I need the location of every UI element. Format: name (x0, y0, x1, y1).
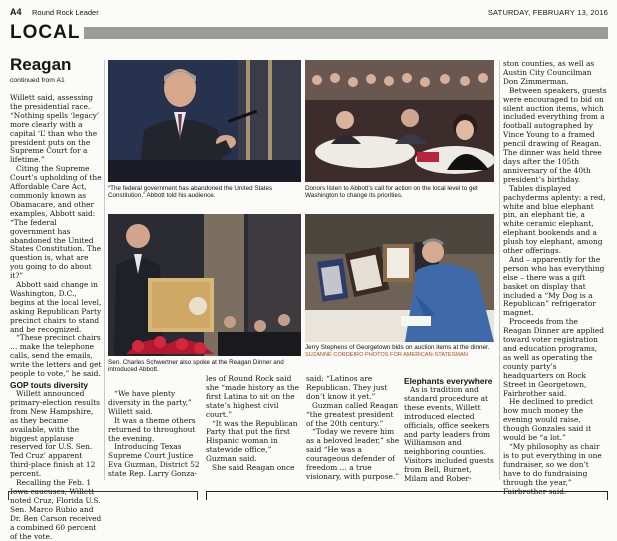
paragraph: Guzman called Reagan “the greatest president of the 20th century.” (306, 400, 399, 428)
paragraph: Abbott said change in Washington, D.C., begins at the local level, asking Republican Party precinct chairs to stand and be recognized. (10, 280, 102, 334)
photo-credit: SUZANNE CORDEIRO PHOTOS FOR AMERICAN-STATESMAN (305, 352, 468, 359)
paragraph: Introducing Texas Supreme Court Justice Eva Guzman, District 52 state Rep. Larry Gonza- (108, 442, 200, 479)
paragraph: Between speakers, guests were encouraged to bid on silent auction items, which included everything from a football autographed by Vince Young to a framed pencil drawing of Reagan. The dinner was held three days after the 105th anniversary of the 40th president’s birthday. (503, 85, 607, 184)
caption-photo-4 (305, 344, 497, 360)
article-headline: Reagan (10, 55, 72, 74)
paragraph: said: “Latinos are Republican. They just don’t know it yet.” (306, 374, 388, 401)
paragraph: “These precinct chairs … make the telephone calls, send the emails, write the letters and get people to vote,” he said. (10, 333, 102, 379)
bottom-ad-strip (8, 484, 608, 500)
paragraph: ston counties, as well as Austin City Councilman Don Zimmerman. (503, 59, 595, 86)
column-rule (499, 60, 500, 480)
photo-auction-bidding (305, 214, 494, 342)
caption-photo-1: “The federal government has abandoned the United States Constitution,” Abbott told his audience. (108, 185, 273, 200)
paragraph: Willett announced primary-election results from New Hampshire, as they became available, with the biggest applause reserved for U.S. Sen. Ted Cruz’ apparent third-place finish at 12 percent. (10, 389, 100, 479)
section-bar (10, 22, 608, 44)
paragraph: Willett said, assessing the presidential race. “Nothing spells ‘legacy’ more clearly with a capital ‘L’ than who the president puts on the Supreme Court for a lifetime.” (10, 93, 100, 165)
photo-abbott-graphic (108, 60, 301, 182)
paragraph: It was a theme others returned to throughout the evening. (108, 415, 196, 443)
text-column-1 (10, 94, 102, 541)
photo-schwertner-graphic (108, 214, 301, 356)
text-column-2 (108, 390, 200, 479)
paragraph: She said Reagan once (212, 463, 295, 473)
ad-box-left (8, 491, 198, 500)
photo-donors-graphic (305, 60, 494, 182)
paragraph: “We have plenty diversity in the party,” Willett said. (108, 389, 192, 416)
text-column-3 (206, 375, 300, 473)
paragraph: And – apparently for the person who has everything else – there was a gift basket on display that included a “My Dog is a Republican” refrigerator magnet. (503, 254, 605, 318)
ad-box-right (206, 491, 608, 500)
issue-date: SATURDAY, FEBRUARY 13, 2016 (487, 8, 608, 17)
caption-photo-2: Donors listen to Abbott’s call for action on the local level to get Washington to change its priorities. (305, 185, 478, 200)
subhead-diversity: GOP touts diversity (10, 380, 89, 390)
paper-name: Round Rock Leader (32, 8, 99, 17)
paragraph: les of Round Rock said she “made history as the first Latina to sit on the state’s highest civil court.” (206, 374, 299, 419)
photo-abbott-speaking (108, 60, 301, 182)
paragraph: “My philosophy as chair is to put everything in one fundraiser, so we don’t have to do fundraising through the year,” Fairbrother said. (503, 441, 602, 496)
continued-line: continued from A1 (10, 77, 65, 84)
section-band (84, 27, 608, 39)
page-header (10, 6, 608, 20)
column-rule (104, 60, 105, 480)
photo-donors-listening (305, 60, 494, 182)
text-column-5 (404, 375, 496, 484)
paragraph: “It was the Republican Party that put the first Hispanic woman in statewide office,” Guzman said. (206, 418, 298, 464)
paragraph: Proceeds from the Reagan Dinner are applied toward voter registration and education programs, as well as operating the county party’s headquarters on Rock Street in Georgetown, Fairbrother said. (503, 317, 605, 398)
caption-photo-4-text: Jerry Stephens of Georgetown bids on auction items at the dinner. (305, 344, 490, 351)
section-title: LOCAL (10, 22, 81, 43)
photo-schwertner-podium (108, 214, 301, 356)
paragraph: Tables displayed pachyderms aplenty: a red, white and blue elephant pin, an elephant tie, a white ceramic elephant, elephant bookends and a plush toy elephant, among other offerings. (503, 183, 606, 256)
paragraph: “Today we revere him as a beloved leader,” she said “He was a courageous defender of freedom … a true visionary, with purpose.” (306, 427, 400, 481)
paragraph: As is tradition and standard procedure at these events, Willett introduced elected officials, office seekers and party leaders from Williamson and neighboring counties. Visitors included guests from Bell, Burnet, Milam and Rober- (404, 385, 494, 484)
paragraph: Citing the Supreme Court’s upholding of the Affordable Care Act, commonly known as Obamacare, and other examples, Abbott said: “The federal government has abandoned the United States Constitution. The question is, what are you going to do about it?” (10, 164, 102, 281)
paragraph: He declined to predict how much money the evening would raise, though Gonzales said it would be “a lot.” (503, 397, 593, 443)
subhead-elephants: Elephants everywhere (404, 376, 493, 386)
caption-photo-3: Sen. Charles Schwertner also spoke at the Reagan Dinner and introduced Abbott. (108, 359, 284, 374)
text-column-6 (503, 60, 607, 496)
photo-auction-graphic (305, 214, 494, 342)
paragraph: Recalling the Feb. 1 Iowa caucuses, Willett noted Cruz, Florida U.S. Sen. Marco Rubio and Dr. Ben Carson received a combined 60 percent of the vote. (10, 478, 102, 541)
page-number: A4 (10, 7, 22, 17)
text-column-4 (306, 375, 400, 482)
